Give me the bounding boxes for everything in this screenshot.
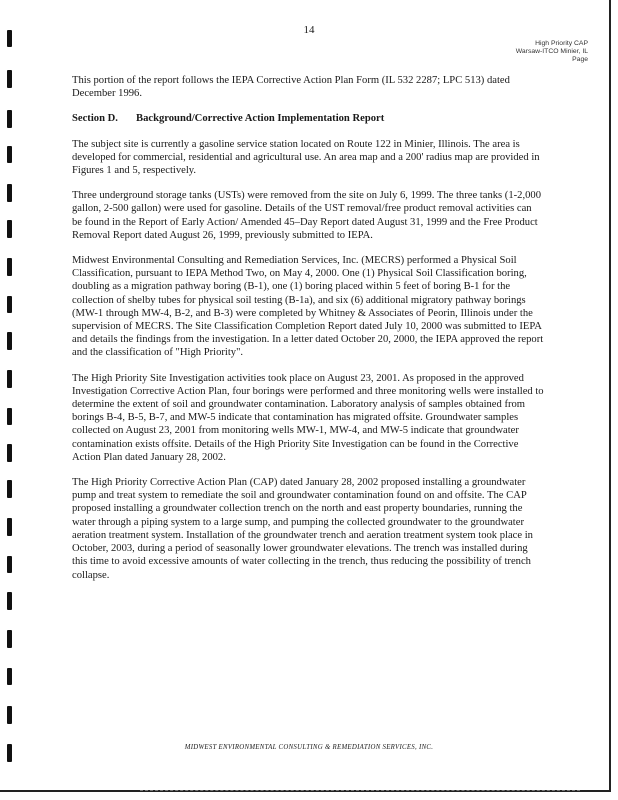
body-paragraph: The High Priority Corrective Action Plan (CAP) dated January 28, 2002 proposed installing a groundwater pump and treat system to remediate the soil and groundwater contamination found on and offsite. The CAP proposed installing a groundwater collection trench on the north and east property boundaries, running the water through a piping system to a large sump, and pumping the collected groundwater to the groundwater aeration treatment system. Installation of the groundwater trench and aeration treatment system took place in October, 2003, during a period of seasonally lower groundwater elevations. The trench was installed during this time to avoid excessive amounts of water collecting in the trench, thus reducing the possibility of trench collapse. [72,477,533,581]
report-body [72,74,544,594]
binding-mark [7,110,12,128]
body-paragraph: Three underground storage tanks (USTs) were removed from the site on July 6, 1999. The three tanks (1-2,000 gallon, 2-500 gallon) were used for gasoline. Details of the UST removal/free product removal activities can be found in the Report of Early Action/ Amended 45–Day Report dated August 31, 1999 and the Free Product Removal Report dated August 26, 1999, previously submitted to IEPA. [72,190,541,241]
body-paragraph: Midwest Environmental Consulting and Remediation Services, Inc. (MECRS) performed a Physical Soil Classification, pursuant to IEPA Method Two, on May 4, 2000. One (1) Physical Soil Classification boring, doubling as a migration pathway boring (B-1), one (1) boring placed within 5 feet of boring B-1 for the collection of shelby tubes for physical soil testing (B-1a), and six (6) additional migratory pathway borings (MW-1 through MW-4, B-2, and B-3) were completed by Whitney & Associates of Peorin, Illinois under the supervision of MECRS. The Site Classification Completion Report dated July 10, 2000 was submitted to IEPA and details the findings from the investigation. In a letter dated October 20, 2000, the IEPA approved the report and the classification of "High Priority". [72,255,544,359]
binding-mark [7,480,12,498]
binding-mark [7,556,12,573]
bottom-rule [140,790,580,791]
intro-paragraph: This portion of the report follows the IEPA Corrective Action Plan Form (IL 532 2287; LPC 513) dated December 1996. [72,75,510,100]
binding-mark [7,370,12,388]
header-line-3: Page [572,56,588,63]
binding-mark [7,668,12,685]
binding-mark [7,706,12,724]
section-heading [72,112,544,125]
binding-mark [7,70,12,88]
binding-mark [7,296,12,313]
binding-mark [7,220,12,238]
binding-mark [7,258,12,276]
company-footer: MIDWEST ENVIRONMENTAL CONSULTING & REMEDIATION SERVICES, INC. [184,744,434,751]
binding-mark [7,332,12,350]
running-header [516,40,588,64]
binding-mark [7,592,12,610]
binding-mark [7,408,12,425]
section-label: Section D. [72,113,118,125]
binding-mark [7,184,12,202]
page-number: 14 [303,24,315,36]
header-line-1: High Priority CAP [535,40,588,47]
binding-mark [7,146,12,163]
body-paragraph: The High Priority Site Investigation activities took place on August 23, 2001. As proposed in the approved Investigation Corrective Action Plan, four borings were performed and three monitoring wells were installed to determine the extent of soil and groundwater contamination. Laboratory analysis of samples obtained from borings B-4, B-5, B-7, and MW-5 indicate that contamination has migrated offsite. Groundwater samples collected on August 23, 2001 from monitoring wells MW-1, MW-4, and MW-5 indicate that groundwater contamination exists offsite. Details of the High Priority Site Investigation can be found in the Corrective Action Plan dated January 28, 2002. [72,372,544,463]
binding-mark [7,518,12,536]
binding-mark [7,444,12,462]
section-title: Background/Corrective Action Implementation Report [136,113,385,125]
header-line-2: Warsaw-ITCO Minier, IL [515,48,588,55]
body-paragraph: The subject site is currently a gasoline service station located on Route 122 in Minier, Illinois. The area is developed for commercial, residential and agricultural use. An area map and a 200' radius map are provided in Figures 1 and 5, respectively. [72,138,540,177]
binding-mark [7,630,12,648]
